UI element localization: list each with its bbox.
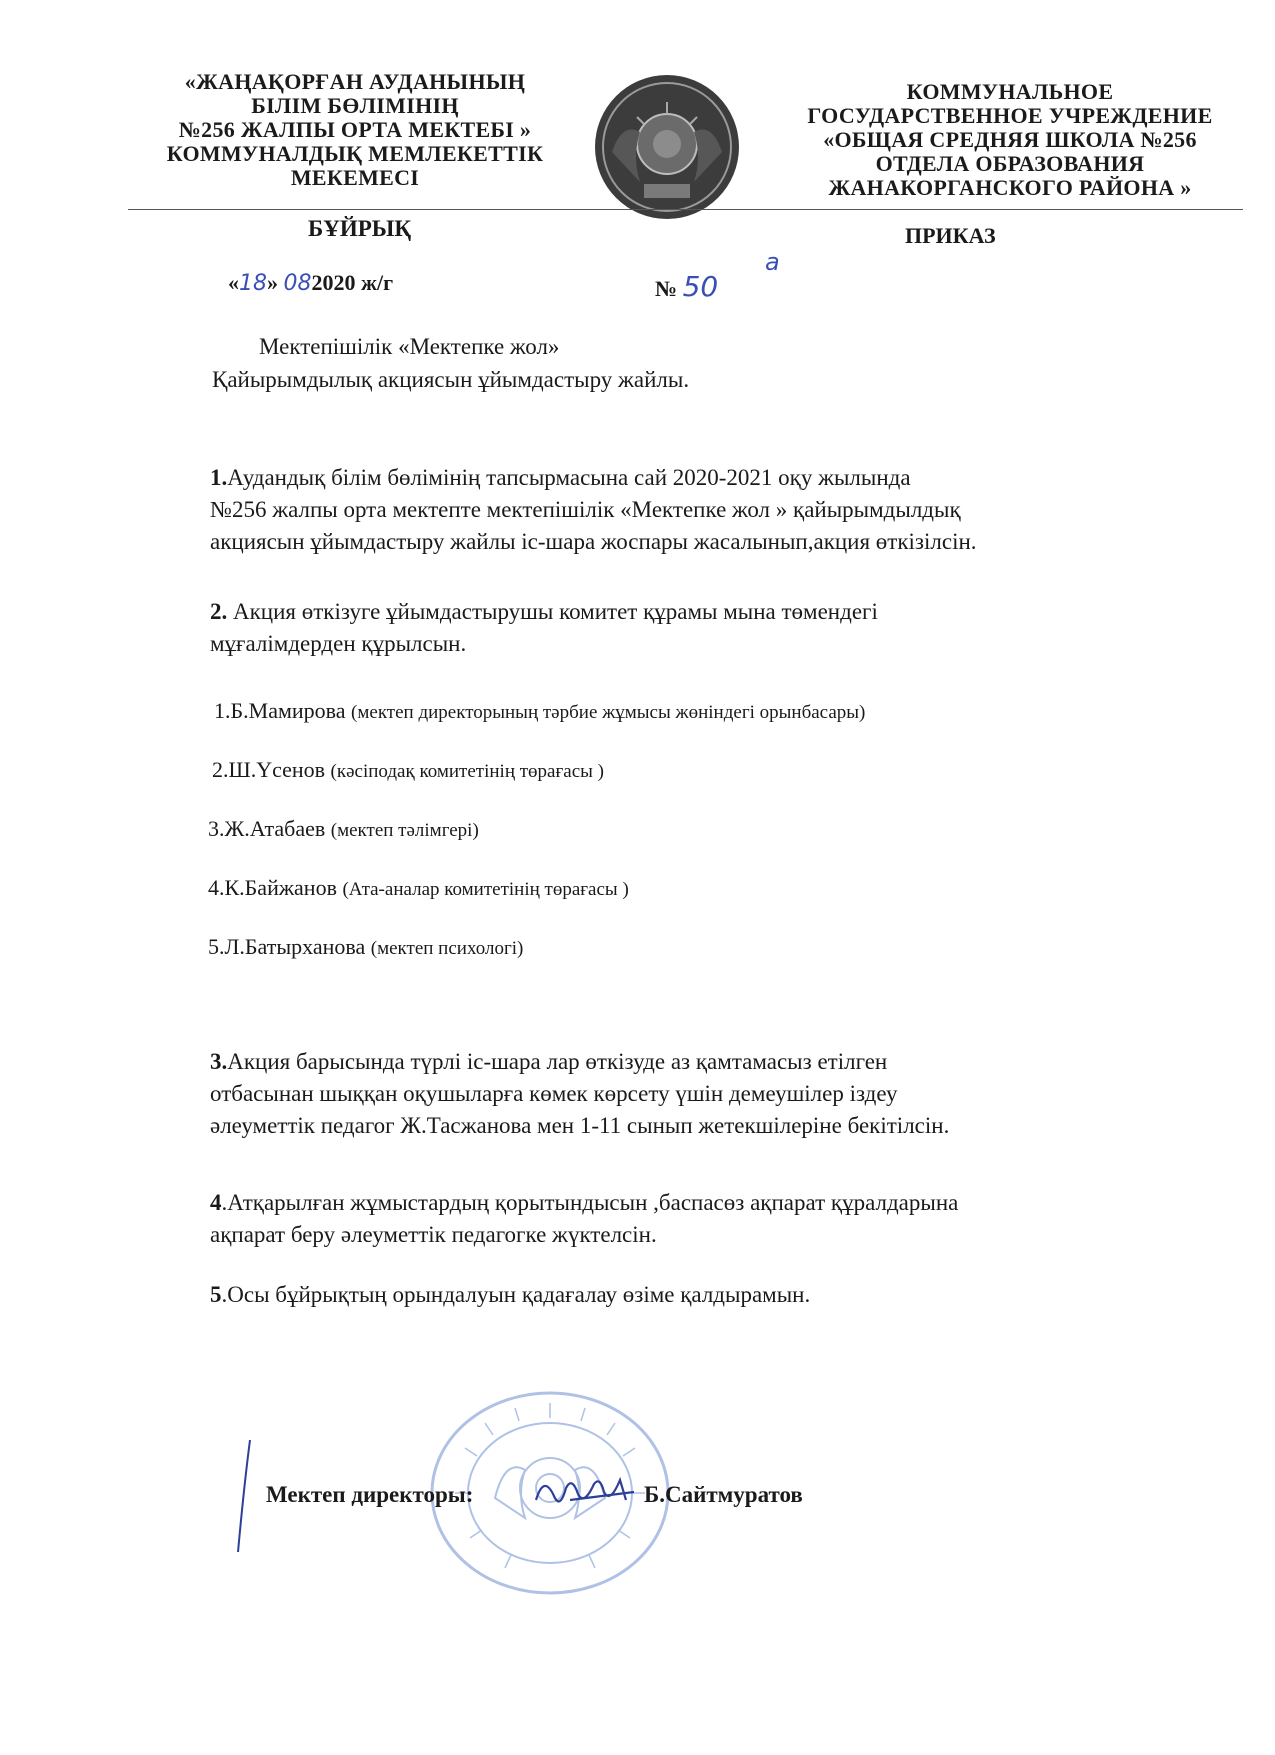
doc-type-ru: ПРИКАЗ (905, 223, 996, 248)
paragraph-text: Аудандық білім бөлімінің тапсырмасына сай 2020-2021 оқу жылында (227, 465, 911, 490)
paragraph-number: 3. (210, 1049, 228, 1074)
paragraph-number: 2. (210, 599, 228, 624)
header-kz-line: №256 ЖАЛПЫ ОРТА МЕКТЕБІ » (178, 117, 532, 142)
header-ru-block (780, 80, 1240, 200)
paragraph-line: акциясын ұйымдастыру жайлы іс-шара жоспары жасалынып,акция өткізілсін. (210, 529, 977, 554)
paragraph-text: .Атқарылған жұмыстардың қорытындысын ,баспасөз ақпарат құралдарына (221, 1190, 959, 1215)
committee-member (208, 875, 629, 901)
committee-member (208, 934, 523, 960)
signer-title: Мектеп директоры: (266, 1482, 474, 1507)
member-name: 4.К.Байжанов (208, 875, 337, 900)
paragraph-text: .Осы бұйрықтың орындалуын қадағалау өзіме қалдырамын. (221, 1282, 811, 1307)
date-day: 18 (239, 271, 267, 296)
member-name: 1.Б.Мамирова (214, 698, 346, 723)
order-number-label: № (655, 276, 678, 301)
member-role: (мектеп психологі) (370, 938, 524, 959)
date-close-quote: » (267, 270, 278, 295)
member-name: 5.Л.Батырханова (208, 934, 366, 959)
order-date (228, 270, 393, 296)
paragraph-1 (210, 462, 1210, 558)
member-role: (кәсіподақ комитетінің төрағасы ) (330, 761, 604, 782)
header-ru-line: КОММУНАЛЬНОЕ (906, 79, 1114, 104)
order-number (655, 270, 718, 303)
member-name: 3.Ж.Атабаев (208, 816, 326, 841)
header-kz-line: БІЛІМ БӨЛІМІНІҢ (251, 93, 459, 118)
date-open-quote: « (228, 270, 239, 295)
paragraph-line (210, 1279, 1210, 1311)
header-ru-line: ЖАНАКОРГАНСКОГО РАЙОНА » (828, 175, 1192, 200)
committee-member (212, 757, 604, 783)
committee-member (208, 816, 479, 842)
paragraph-line (210, 596, 1210, 628)
paragraph-number: 4 (210, 1190, 222, 1215)
paragraph-text: Акция барысында түрлі іс-шара лар өткізуде аз қамтамасыз етілген (227, 1049, 888, 1074)
paragraph-2 (210, 596, 1210, 660)
date-month: 08 (283, 271, 312, 296)
paragraph-number: 5 (210, 1282, 222, 1307)
signer-name: Б.Сайтмуратов (644, 1482, 803, 1507)
header-kz-line: «ЖАҢАҚОРҒАН АУДАНЫНЫҢ (184, 69, 526, 94)
state-emblem-icon (592, 72, 742, 222)
member-role: (мектеп директорының тәрбие жұмысы жөніндегі орынбасары) (351, 702, 866, 723)
member-role: (мектеп тәлімгері) (330, 820, 479, 841)
paragraph-line (210, 1187, 1210, 1219)
order-number-value: 50 (682, 270, 719, 303)
paragraph-text: Акция өткізуге ұйымдастырушы комитет құрамы мына төмендегі (227, 599, 878, 624)
order-subject (212, 330, 689, 396)
header-ru-line: ГОСУДАРСТВЕННОЕ УЧРЕЖДЕНИЕ (807, 103, 1213, 128)
committee-member (214, 698, 865, 724)
signature-block (266, 1482, 803, 1508)
paragraph-number: 1. (210, 465, 228, 490)
paragraph-line (210, 1046, 1210, 1078)
member-name: 2.Ш.Үсенов (212, 757, 326, 782)
paragraph-line (210, 462, 1210, 494)
subject-line: Мектепішілік «Мектепке жол» (259, 334, 560, 359)
handwritten-stroke-icon (234, 1436, 254, 1556)
paragraph-line: ақпарат беру әлеуметтік педагогке жүктелсін. (210, 1222, 657, 1247)
subject-line: Қайырымдылық акциясын ұйымдастыру жайлы. (212, 367, 690, 392)
header-kz-line: МЕКЕМЕСІ (290, 165, 420, 190)
header-ru-line: «ОБЩАЯ СРЕДНЯЯ ШКОЛА №256 (823, 127, 1197, 152)
paragraph-line: мұғалімдерден құрылсын. (210, 631, 467, 656)
header-kz-line: КОММУНАЛДЫҚ МЕМЛЕКЕТТІК (166, 141, 544, 166)
paragraph-line: отбасынан шыққан оқушыларға көмек көрсету үшін демеушілер іздеу (210, 1081, 898, 1106)
paragraph-line: әлеуметтік педагог Ж.Тасжанова мен 1-11 сынып жетекшілеріне бекітілсін. (210, 1113, 950, 1138)
paragraph-5 (210, 1279, 1210, 1311)
handwritten-signature-icon (530, 1470, 640, 1515)
header-divider (128, 209, 1243, 210)
date-year: 2020 ж/г (311, 270, 394, 295)
header-ru-line: ОТДЕЛА ОБРАЗОВАНИЯ (875, 151, 1145, 176)
doc-type-kz: БҰЙРЫҚ (308, 216, 412, 241)
header-kz-block (150, 70, 560, 190)
member-role: (Ата-аналар комитетінің төрағасы ) (342, 879, 629, 900)
paragraph-line: №256 жалпы орта мектепте мектепішілік «Мектепке жол » қайырымдылдық (210, 497, 961, 522)
order-number-suffix: а (765, 248, 780, 276)
paragraph-3 (210, 1046, 1210, 1142)
paragraph-4 (210, 1187, 1210, 1251)
